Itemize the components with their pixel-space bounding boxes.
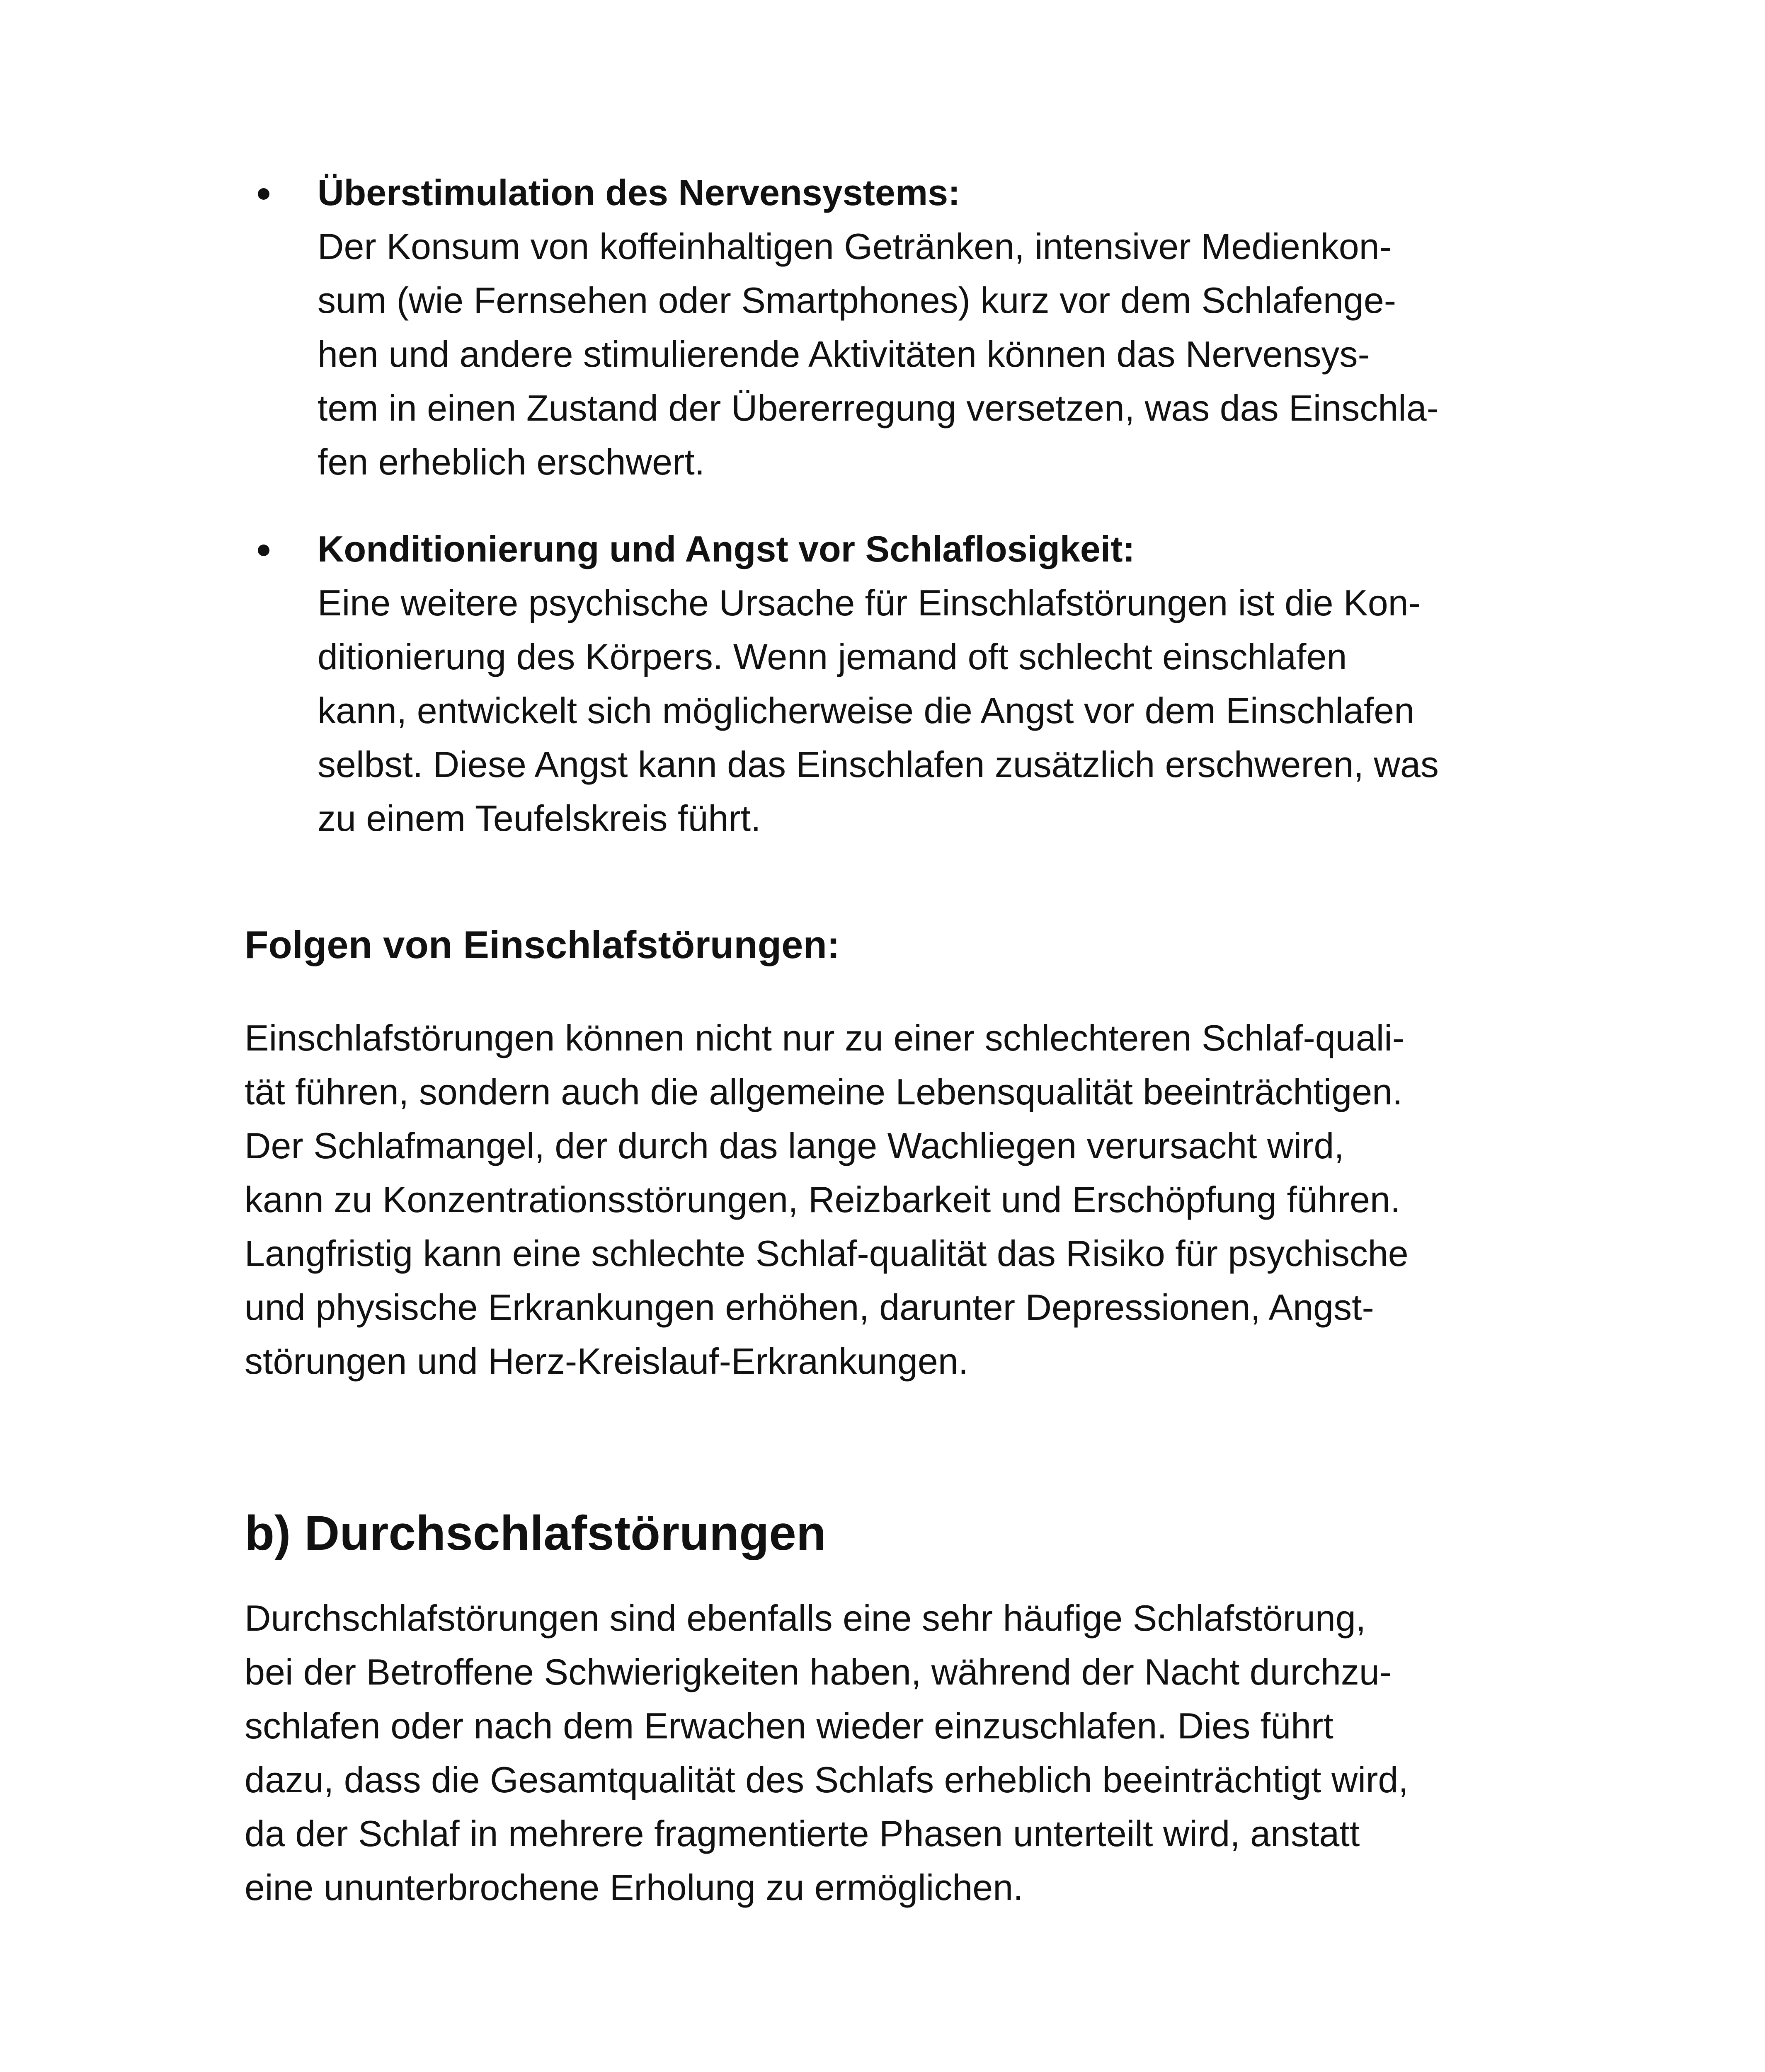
paragraph-durchschlafstoerungen — [245, 1591, 1588, 1915]
bullet-icon — [258, 188, 269, 200]
bullet-line: fen erheblich erschwert. — [318, 441, 705, 482]
paragraph-line: Durchschlafstörungen sind ebenfalls eine sehr häufige Schlafstörung, — [245, 1598, 1366, 1639]
bullet-line: zu einem Teufelskreis führt. — [318, 798, 761, 839]
section-heading-durchschlafstoerungen: b) Durchschlafstörungen — [245, 1506, 826, 1561]
paragraph-line: Der Schlafmangel, der durch das lange Wachliegen verursacht wird, — [245, 1125, 1344, 1166]
bullet-icon — [258, 545, 269, 556]
bullet-line: Eine weitere psychische Ursache für Einschlafstörungen ist die Kon- — [318, 582, 1421, 623]
paragraph-line: störungen und Herz-Kreislauf-Erkrankungen. — [245, 1341, 969, 1382]
bullet-line: Der Konsum von koffeinhaltigen Getränken, intensiver Medienkon- — [318, 226, 1392, 267]
paragraph-line: eine ununterbrochene Erholung zu ermöglichen. — [245, 1867, 1023, 1908]
bullet-line: tem in einen Zustand der Übererregung versetzen, was das Einschla- — [318, 387, 1439, 428]
bullet-title: Konditionierung und Angst vor Schlaflosigkeit: — [318, 528, 1135, 569]
bullet-line: selbst. Diese Angst kann das Einschlafen zusätzlich erschweren, was — [318, 744, 1439, 785]
paragraph-line: und physische Erkrankungen erhöhen, darunter Depressionen, Angst- — [245, 1287, 1374, 1328]
bullet-text — [318, 522, 1603, 845]
bullet-title: Überstimulation des Nervensystems: — [318, 172, 960, 213]
paragraph-line: tät führen, sondern auch die allgemeine Lebensqualität beeinträchtigen. — [245, 1071, 1403, 1112]
bullet-line: sum (wie Fernsehen oder Smartphones) kurz vor dem Schlafenge- — [318, 280, 1396, 321]
bullet-line: kann, entwickelt sich möglicherweise die Angst vor dem Einschlafen — [318, 690, 1415, 731]
paragraph-line: Einschlafstörungen können nicht nur zu einer schlechteren Schlaf-quali- — [245, 1017, 1405, 1058]
paragraph-line: dazu, dass die Gesamtqualität des Schlafs erheblich beeinträchtigt wird, — [245, 1759, 1409, 1800]
section-heading-folgen: Folgen von Einschlafstörungen: — [245, 923, 840, 966]
paragraph-line: schlafen oder nach dem Erwachen wieder einzuschlafen. Dies führt — [245, 1705, 1333, 1746]
bullet-line: ditionierung des Körpers. Wenn jemand oft schlecht einschlafen — [318, 636, 1347, 677]
bullet-line: hen und andere stimulierende Aktivitäten können das Nervensys- — [318, 334, 1370, 375]
paragraph-folgen — [245, 1011, 1588, 1388]
paragraph-line: bei der Betroffene Schwierigkeiten haben, während der Nacht durchzu- — [245, 1651, 1392, 1692]
paragraph-line: da der Schlaf in mehrere fragmentierte Phasen unterteilt wird, anstatt — [245, 1813, 1360, 1854]
bullet-text — [318, 166, 1603, 489]
paragraph-line: Langfristig kann eine schlechte Schlaf-qualität das Risiko für psychische — [245, 1233, 1409, 1274]
paragraph-line: kann zu Konzentrationsstörungen, Reizbarkeit und Erschöpfung führen. — [245, 1179, 1401, 1220]
